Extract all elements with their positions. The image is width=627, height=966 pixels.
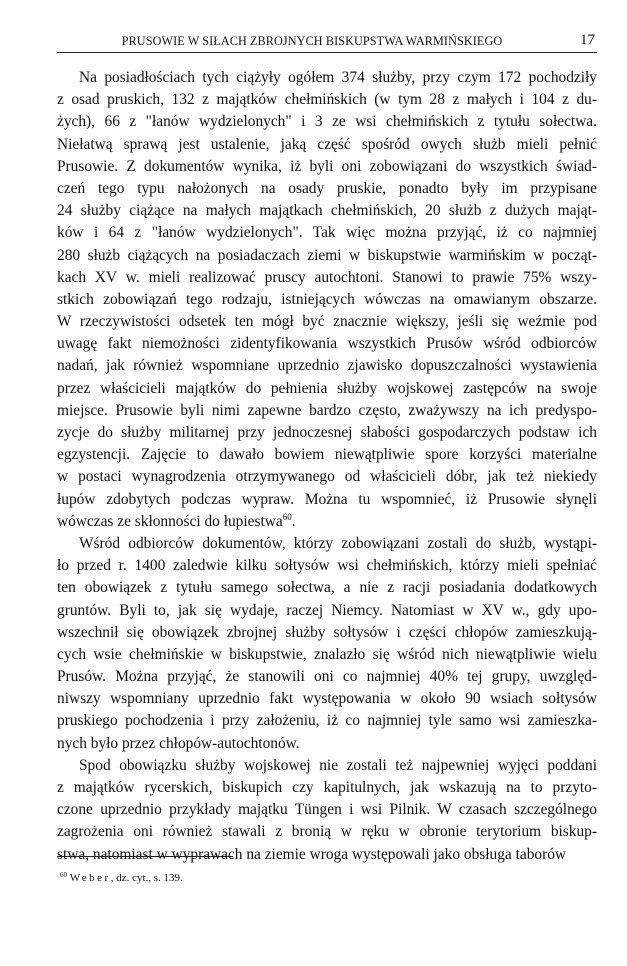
paragraph — [57, 755, 597, 866]
text-line — [57, 222, 597, 244]
text-line-content: gruntów. Byli to, jak się wydaje, raczej Niemcy. Natomiast w XV w., gdy upo- — [57, 601, 597, 619]
text-line-content: z majątków rycerskich, biskupich czy kapitulnych, jak wskazują na to przyto- — [57, 779, 597, 796]
text-line — [57, 466, 597, 488]
text-line-content: nadań, jak również wspomniane uprzednio zjawisko dopuszczalności wystawienia — [57, 357, 597, 375]
text-line — [57, 156, 597, 178]
text-line-content: W rzeczywistości odsetek ten mógł być znacznie większy, jeśli się weźmie pod — [57, 313, 597, 331]
text-line — [57, 600, 597, 622]
text-line — [57, 245, 597, 267]
text-line-content: pruskiego pochodzenia i przy założeniu, iż co najmniej tyle samo wsi zamieszka- — [57, 712, 597, 730]
paragraph — [57, 533, 597, 755]
text-line — [57, 422, 597, 444]
text-line-content: łupów zdobytych podczas wypraw. Można tu wspomnieć, iż Prusowie słynęli — [57, 490, 597, 508]
page-number: 17 — [580, 32, 595, 48]
text-line-content: czeń tego typu nałożonych na osady pruskie, ponadto były im przypisane — [57, 179, 597, 197]
text-line-content: ków i 64 z "łanów wydzielonych". Tak więc można przyjąć, iż co najmniej — [57, 224, 597, 242]
text-line — [57, 777, 597, 799]
footnote-text: , dz. cyt., s. 139. — [110, 872, 183, 884]
paragraph — [57, 67, 597, 533]
text-line-content: ło przed r. 1400 zaledwie kilku sołtysów wsi chełmińskich, którzy mieli spełniać — [57, 557, 597, 575]
text-line — [57, 666, 597, 688]
text-line — [57, 134, 597, 156]
text-line-content: zagrożenia oni również stawali z bronią w ręku w obronie terytorium biskup- — [57, 823, 597, 841]
text-line-content: zycje do służby militarnej przy jednoczesnej słabości gospodarczych podstaw ich — [57, 424, 597, 441]
text-line — [57, 289, 597, 311]
text-line — [57, 533, 597, 555]
text-line — [57, 555, 597, 577]
footnote — [60, 872, 183, 884]
text-line — [57, 733, 597, 755]
text-line — [57, 644, 597, 666]
text-line — [57, 333, 597, 355]
text-line-content: w postaci wynagrodzenia otrzymywanego od właścicieli dóbr, jak też niekiedy — [57, 468, 597, 486]
text-line-content: z osad pruskich, 132 z majątków chełmińskich (w tym 28 z małych i 104 z du- — [57, 91, 597, 109]
text-line-content: Wśród odbiorców dokumentów, którzy zobowiązani zostali do służb, wystąpi- — [79, 534, 597, 552]
text-line-content: Niełatwą sprawą jest ustalenie, jaką część spośród owych służb mieli pełnić — [57, 135, 597, 153]
text-line-content: Spod obowiązku służby wojskowej nie zostali też najpewniej wyjęci poddani — [79, 756, 597, 774]
text-line-content: ten obowiązek z tytułu samego sołectwa, a nie z racji posiadania dodatkowych — [57, 579, 597, 597]
text-line — [57, 444, 597, 466]
running-header-title: PRUSOWIE W SIŁACH ZBROJNYCH BISKUPSTWA WARMIŃSKIEGO — [121, 34, 503, 48]
text-line-content: stkich zobowiązań tego rodzaju, istniejących wówczas na omawianym obszarze. — [57, 290, 597, 308]
running-header — [57, 30, 597, 53]
footnote-number: 60 — [60, 871, 67, 879]
text-line — [57, 710, 597, 732]
text-line-content: stwa, natomiast w wyprawach na ziemie wroga występowali jako obsługa taborów — [57, 845, 567, 863]
text-line-content: 24 służby ciążące na małych majątkach chełmińskich, 20 służb z dużych mająt- — [57, 202, 597, 220]
text-line — [57, 378, 597, 400]
text-line-content: kach XV w. mieli realizować pruscy autochtoni. Stanowi to prawie 75% wszy- — [57, 268, 597, 286]
text-line — [57, 821, 597, 843]
text-line — [57, 355, 597, 377]
text-line-content: egzystencji. Zajęcie to dawało bowiem niewątpliwie spore korzyści materialne — [57, 446, 597, 464]
text-line-content: żych), 66 z "łanów wydzielonych" i 3 ze wsi chełmińskich z tytułu sołectwa. — [57, 113, 597, 131]
text-line: wówczas ze skłonności do łupiestwa$^{60}$. — [57, 511, 296, 530]
text-line-content: przez właścicieli majątków do pełnienia służby wojskowej zastępców na swoje — [57, 379, 597, 397]
text-line-content: miejsce. Prusowie byli nimi zapewne bardzo często, zważywszy na ich predyspo- — [57, 401, 597, 419]
footnote-author: Weber — [69, 872, 111, 884]
text-line — [57, 111, 597, 133]
text-line-content: Prusowie. Z dokumentów wynika, iż byli oni zobowiązani do wszystkich świad- — [57, 157, 597, 175]
text-line — [57, 178, 597, 200]
footnote-reference[interactable]: 60 — [282, 511, 292, 522]
text-line — [57, 400, 597, 422]
text-line — [57, 844, 597, 866]
text-line-content: niwszy wspomniany uprzednio fakt występowania w około 90 wsiach sołtysów — [57, 690, 597, 708]
text-line-content: czone uprzednio przykłady majątku Tüngen i wsi Pilnik. W czasach szczególnego — [57, 801, 597, 819]
text-line — [57, 267, 597, 289]
text-line-content: nych było przez chłopów-autochtonów. — [57, 734, 300, 752]
body-text — [57, 67, 597, 866]
footnote-divider — [57, 856, 233, 857]
text-line — [57, 799, 597, 821]
text-line-content: wszechnił się obowiązek zbrojnej służby sołtysów i części chłopów zamieszkują- — [57, 623, 597, 641]
text-line — [57, 200, 597, 222]
text-line — [57, 622, 597, 644]
text-line-content: cych wsie chełmińskie w biskupstwie, znalazło się wśród nich niewątpliwie wielu — [57, 645, 597, 663]
text-line-content: Prusów. Można przyjąć, że stanowili oni co najmniej 40% tej grupy, uwzględ- — [57, 668, 597, 686]
text-line — [57, 755, 597, 777]
text-line — [57, 67, 597, 89]
text-line-content: uwagę fakt niemożności zidentyfikowania wszystkich Prusów wśród odbiorców — [57, 335, 597, 353]
text-line — [57, 688, 597, 710]
text-line — [57, 577, 597, 599]
text-line-content: Na posiadłościach tych ciążyły ogółem 374 służby, przy czym 172 pochodziły — [79, 69, 597, 86]
text-line — [57, 89, 597, 111]
text-line-content: wówczas ze skłonności do łupiestwa — [57, 512, 283, 530]
text-line — [57, 311, 597, 333]
text-line — [57, 489, 597, 511]
text-line-content: 280 służb ciążących na posiadaczach ziemi w biskupstwie warmińskim w począt- — [57, 246, 597, 264]
